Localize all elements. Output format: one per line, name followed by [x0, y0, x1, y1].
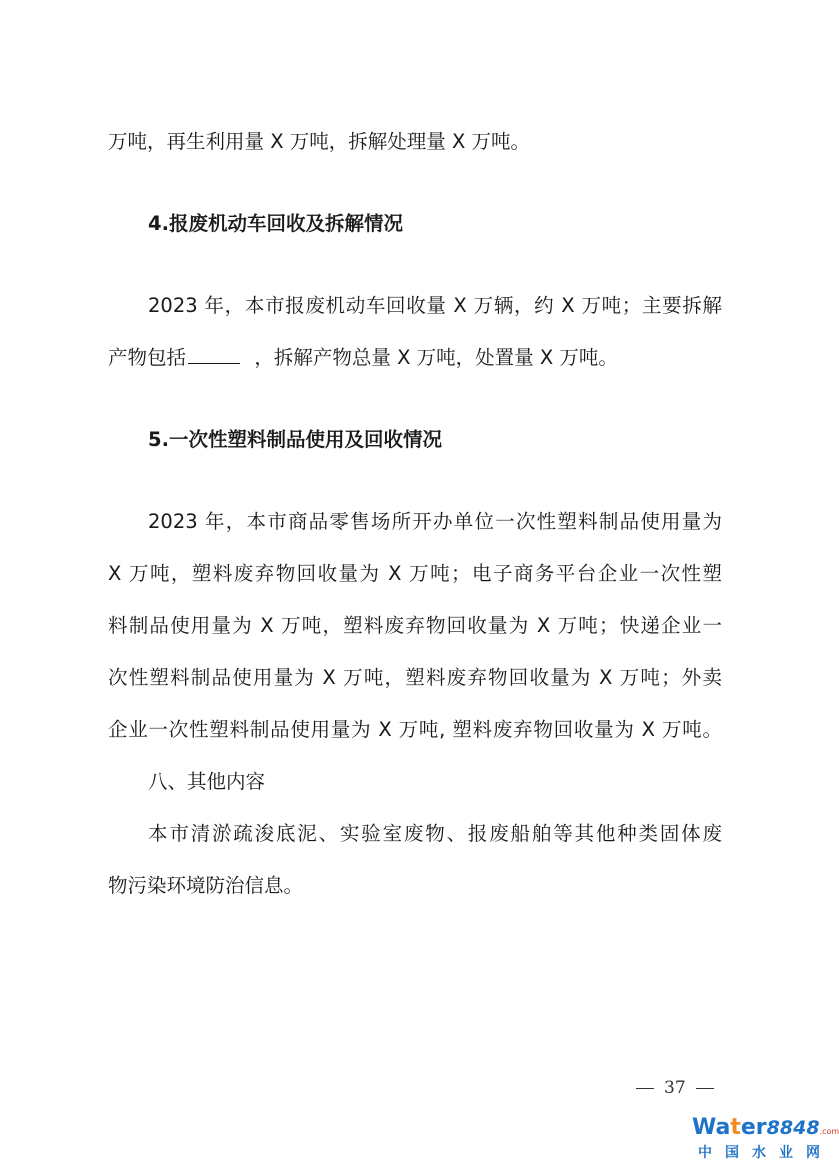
watermark-number: 8848 — [766, 1117, 820, 1139]
paragraph-line: 企业一次性塑料制品使用量为 X 万吨, 塑料废弃物回收量为 X 万吨。 — [108, 718, 722, 741]
fill-in-blank — [188, 345, 240, 364]
text-span: 产物包括 — [108, 346, 187, 369]
paragraph-line: 料制品使用量为 X 万吨，塑料废弃物回收量为 X 万吨；快递企业一 — [108, 614, 722, 637]
watermark-domain: .com — [819, 1127, 839, 1136]
paragraph-line: 本市清淤疏浚底泥、实验室废物、报废船舶等其他种类固体废 — [148, 822, 722, 845]
paragraph-line: 万吨，再生利用量 X 万吨，拆解处理量 X 万吨。 — [108, 130, 531, 153]
paragraph-line: 2023 年，本市商品零售场所开办单位一次性塑料制品使用量为 — [148, 510, 722, 533]
watermark-chinese-name: 中国水业网 — [698, 1145, 833, 1161]
section-heading-8: 八、其他内容 — [148, 770, 266, 793]
page-number — [636, 1078, 726, 1098]
page-number-value: 37 — [664, 1078, 686, 1098]
paragraph-line — [108, 332, 722, 384]
paragraph-line: X 万吨，塑料废弃物回收量为 X 万吨；电子商务平台企业一次性塑 — [108, 562, 722, 585]
document-body — [108, 116, 722, 912]
watermark-letter: er — [740, 1115, 767, 1140]
watermark-letter: t — [730, 1115, 741, 1140]
paragraph-line: 物污染环境防治信息。 — [108, 874, 304, 897]
dash-left — [636, 1088, 654, 1089]
section-heading-5: 5.一次性塑料制品使用及回收情况 — [148, 428, 442, 451]
text-span: ，拆解产物总量 X 万吨，处置量 X 万吨。 — [254, 346, 618, 369]
dash-right — [696, 1088, 714, 1089]
section-heading-4: 4.报废机动车回收及拆解情况 — [148, 212, 403, 235]
paragraph-line: 次性塑料制品使用量为 X 万吨，塑料废弃物回收量为 X 万吨；外卖 — [108, 666, 722, 689]
watermark-logo — [692, 1115, 839, 1164]
watermark-letter: W — [692, 1115, 716, 1140]
paragraph-line: 2023 年，本市报废机动车回收量 X 万辆，约 X 万吨；主要拆解 — [148, 294, 722, 317]
watermark-wordmark — [692, 1116, 839, 1144]
watermark-letter: a — [715, 1115, 731, 1140]
